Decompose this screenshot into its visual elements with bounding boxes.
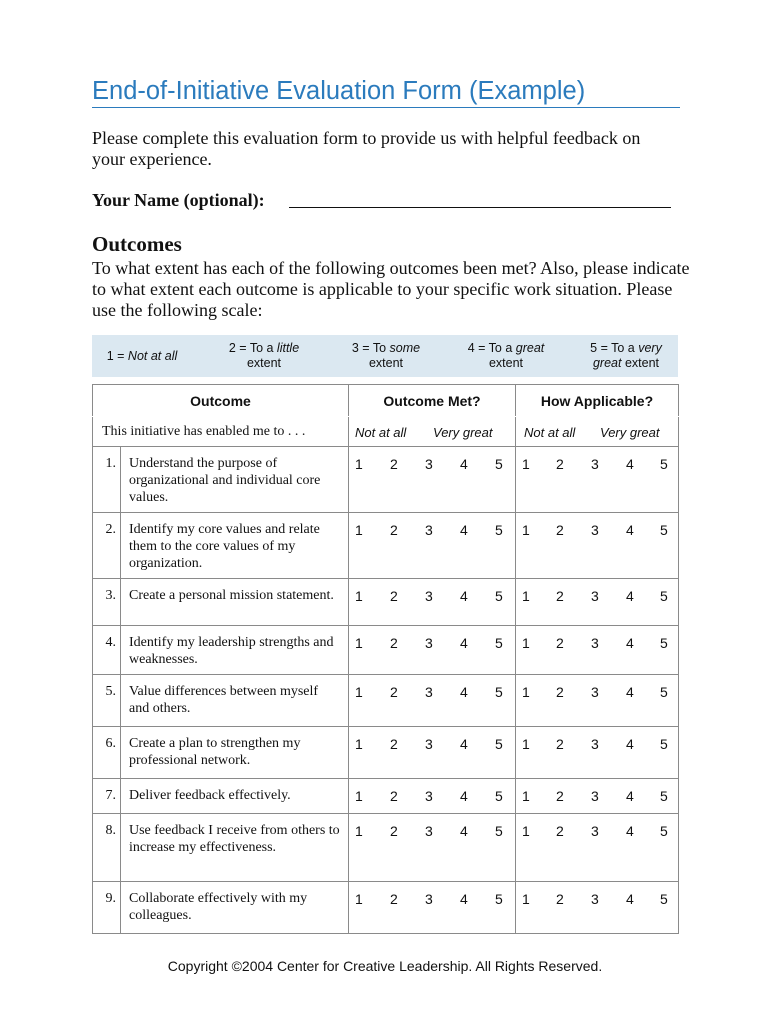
name-field[interactable] [289,207,671,208]
applicable-rating-option[interactable]: 4 [626,635,634,651]
applicable-rating-option[interactable]: 5 [660,456,668,472]
outcome-number: 7. [93,779,121,814]
met-rating-cell [349,779,516,814]
met-rating-option[interactable]: 4 [460,456,468,472]
applicable-rating-option[interactable]: 4 [626,588,634,604]
met-rating-option[interactable]: 2 [390,456,398,472]
applicable-rating-option[interactable]: 3 [591,635,599,651]
header-outcome-met: Outcome Met? [349,385,516,417]
applicable-rating-option[interactable]: 2 [556,522,564,538]
met-high-label: Very great [433,425,493,440]
applicable-rating-option[interactable]: 3 [591,736,599,752]
met-rating-option[interactable]: 1 [355,823,363,839]
table-row [93,814,679,882]
applicable-high-label: Very great [600,425,660,440]
outcome-number: 2. [93,513,121,579]
applicable-rating-cell [516,814,679,882]
table-row [93,579,679,626]
applicable-rating-option[interactable]: 4 [626,736,634,752]
applicable-rating-option[interactable]: 4 [626,684,634,700]
table-row [93,447,679,513]
met-rating-option[interactable]: 1 [355,788,363,804]
applicable-rating-cell [516,779,679,814]
met-rating-option[interactable]: 4 [460,736,468,752]
outcome-text: Collaborate effectively with my colleagues. [121,882,349,934]
met-rating-option[interactable]: 3 [425,823,433,839]
outcome-number: 6. [93,727,121,779]
applicable-rating-option[interactable]: 3 [591,522,599,538]
applicable-rating-option[interactable]: 4 [626,891,634,907]
applicable-rating-option[interactable]: 4 [626,522,634,538]
applicable-rating-option[interactable]: 5 [660,684,668,700]
applicable-rating-option[interactable]: 1 [522,456,530,472]
met-rating-option[interactable]: 5 [495,522,503,538]
applicable-rating-option[interactable]: 5 [660,736,668,752]
met-rating-option[interactable]: 1 [355,891,363,907]
met-rating-cell [349,675,516,727]
met-rating-option[interactable]: 2 [390,522,398,538]
applicable-rating-cell [516,882,679,934]
met-rating-option[interactable]: 3 [425,736,433,752]
applicable-rating-option[interactable]: 3 [591,823,599,839]
met-rating-option[interactable]: 3 [425,456,433,472]
intro-text: Please complete this evaluation form to provide us with helpful feedback on your experience. [92,128,641,169]
met-rating-option[interactable]: 1 [355,588,363,604]
table-row [93,779,679,814]
outcome-text: Create a plan to strengthen my professional network. [121,727,349,779]
applicable-rating-option[interactable]: 4 [626,788,634,804]
scale-item-2: 2 = To a little extent [228,341,300,370]
applicable-rating-option[interactable]: 2 [556,684,564,700]
met-rating-option[interactable]: 3 [425,522,433,538]
met-rating-cell [349,727,516,779]
outcome-text: Deliver feedback effectively. [121,779,349,814]
applicable-rating-option[interactable]: 1 [522,588,530,604]
applicable-rating-option[interactable]: 3 [591,588,599,604]
applicable-rating-cell [516,727,679,779]
applicable-rating-option[interactable]: 1 [522,736,530,752]
outcome-text: Identify my leadership strengths and weaknesses. [121,626,349,675]
scale-item-1: 1 = Not at all [106,348,178,363]
met-low-label: Not at all [355,425,407,440]
met-rating-option[interactable]: 5 [495,891,503,907]
applicable-rating-option[interactable]: 2 [556,588,564,604]
applicable-rating-option[interactable]: 1 [522,823,530,839]
met-rating-option[interactable]: 3 [425,635,433,651]
outcome-number: 8. [93,814,121,882]
applicable-rating-option[interactable]: 5 [660,788,668,804]
met-scale-ends [349,417,516,447]
copyright-footer: Copyright ©2004 Center for Creative Leadership. All Rights Reserved. [167,958,603,974]
applicable-rating-option[interactable]: 3 [591,456,599,472]
applicable-rating-option[interactable]: 2 [556,635,564,651]
met-rating-option[interactable]: 1 [355,736,363,752]
met-rating-option[interactable]: 3 [425,788,433,804]
table-row [93,727,679,779]
outcome-text: Identify my core values and relate them to the core values of my organization. [121,513,349,579]
met-rating-option[interactable]: 1 [355,684,363,700]
outcome-number: 9. [93,882,121,934]
applicable-rating-cell [516,626,679,675]
name-label: Your Name (optional): [92,190,265,210]
table-subheader-row [93,417,679,447]
applicable-rating-option[interactable]: 1 [522,788,530,804]
applicable-rating-option[interactable]: 1 [522,684,530,700]
table-row [93,513,679,579]
applicable-rating-cell [516,513,679,579]
applicable-rating-option[interactable]: 1 [522,635,530,651]
header-how-applicable: How Applicable? [516,385,679,417]
lead-in-text: This initiative has enabled me to . . . [93,417,349,447]
header-outcome: Outcome [93,385,349,417]
applicable-rating-option[interactable]: 1 [522,891,530,907]
scale-item-5: 5 = To a very great extent [590,341,662,370]
met-rating-option[interactable]: 4 [460,684,468,700]
met-rating-option[interactable]: 3 [425,891,433,907]
applicable-rating-option[interactable]: 2 [556,891,564,907]
table-row [93,675,679,727]
applicable-rating-option[interactable]: 5 [660,823,668,839]
met-rating-option[interactable]: 4 [460,588,468,604]
outcome-text: Understand the purpose of organizational and individual core values. [121,447,349,513]
form-title: End-of-Initiative Evaluation Form (Example) [92,76,680,108]
applicable-rating-option[interactable]: 5 [660,588,668,604]
table-row [93,626,679,675]
met-rating-option[interactable]: 4 [460,635,468,651]
outcome-number: 3. [93,579,121,626]
applicable-rating-option[interactable]: 2 [556,823,564,839]
outcome-text: Use feedback I receive from others to increase my effectiveness. [121,814,349,882]
met-rating-cell [349,513,516,579]
applicable-rating-option[interactable]: 3 [591,684,599,700]
met-rating-option[interactable]: 4 [460,823,468,839]
applicable-scale-ends [516,417,679,447]
met-rating-option[interactable]: 5 [495,736,503,752]
met-rating-option[interactable]: 4 [460,788,468,804]
applicable-rating-option[interactable]: 4 [626,456,634,472]
applicable-rating-option[interactable]: 2 [556,788,564,804]
scale-item-3: 3 = To some extent [351,341,421,370]
met-rating-option[interactable]: 2 [390,823,398,839]
met-rating-option[interactable]: 5 [495,456,503,472]
evaluation-table [92,384,679,934]
met-rating-option[interactable]: 1 [355,635,363,651]
met-rating-cell [349,882,516,934]
met-rating-option[interactable]: 5 [495,684,503,700]
outcome-number: 1. [93,447,121,513]
applicable-rating-option[interactable]: 5 [660,522,668,538]
applicable-rating-option[interactable]: 5 [660,635,668,651]
met-rating-option[interactable]: 5 [495,588,503,604]
met-rating-option[interactable]: 2 [390,635,398,651]
met-rating-option[interactable]: 5 [495,788,503,804]
applicable-rating-option[interactable]: 5 [660,891,668,907]
met-rating-option[interactable]: 5 [495,635,503,651]
met-rating-option[interactable]: 3 [425,588,433,604]
met-rating-cell [349,626,516,675]
met-rating-option[interactable]: 4 [460,891,468,907]
met-rating-option[interactable]: 1 [355,456,363,472]
applicable-rating-option[interactable]: 2 [556,456,564,472]
applicable-rating-option[interactable]: 4 [626,823,634,839]
met-rating-option[interactable]: 3 [425,684,433,700]
met-rating-option[interactable]: 4 [460,522,468,538]
outcomes-instructions: To what extent has each of the following outcomes been met? Also, please indicate to what extent each outcome is applicable to your specific work situation. Please use the following scale: [92,258,690,320]
met-rating-option[interactable]: 2 [390,788,398,804]
applicable-rating-cell [516,447,679,513]
applicable-rating-option[interactable]: 1 [522,522,530,538]
applicable-rating-option[interactable]: 2 [556,736,564,752]
met-rating-option[interactable]: 2 [390,891,398,907]
rating-scale-legend [92,335,678,377]
outcome-number: 4. [93,626,121,675]
applicable-rating-cell [516,675,679,727]
applicable-rating-option[interactable]: 3 [591,788,599,804]
outcome-number: 5. [93,675,121,727]
table-row [93,882,679,934]
applicable-rating-cell [516,579,679,626]
met-rating-cell [349,447,516,513]
met-rating-option[interactable]: 5 [495,823,503,839]
table-header-row [93,385,679,417]
met-rating-option[interactable]: 2 [390,588,398,604]
outcome-text: Value differences between myself and others. [121,675,349,727]
met-rating-option[interactable]: 2 [390,684,398,700]
met-rating-option[interactable]: 2 [390,736,398,752]
applicable-rating-option[interactable]: 3 [591,891,599,907]
met-rating-cell [349,814,516,882]
scale-item-4: 4 = To a great extent [467,341,545,370]
applicable-low-label: Not at all [524,425,576,440]
outcomes-heading: Outcomes [92,232,182,256]
outcome-text: Create a personal mission statement. [121,579,349,626]
met-rating-option[interactable]: 1 [355,522,363,538]
met-rating-cell [349,579,516,626]
